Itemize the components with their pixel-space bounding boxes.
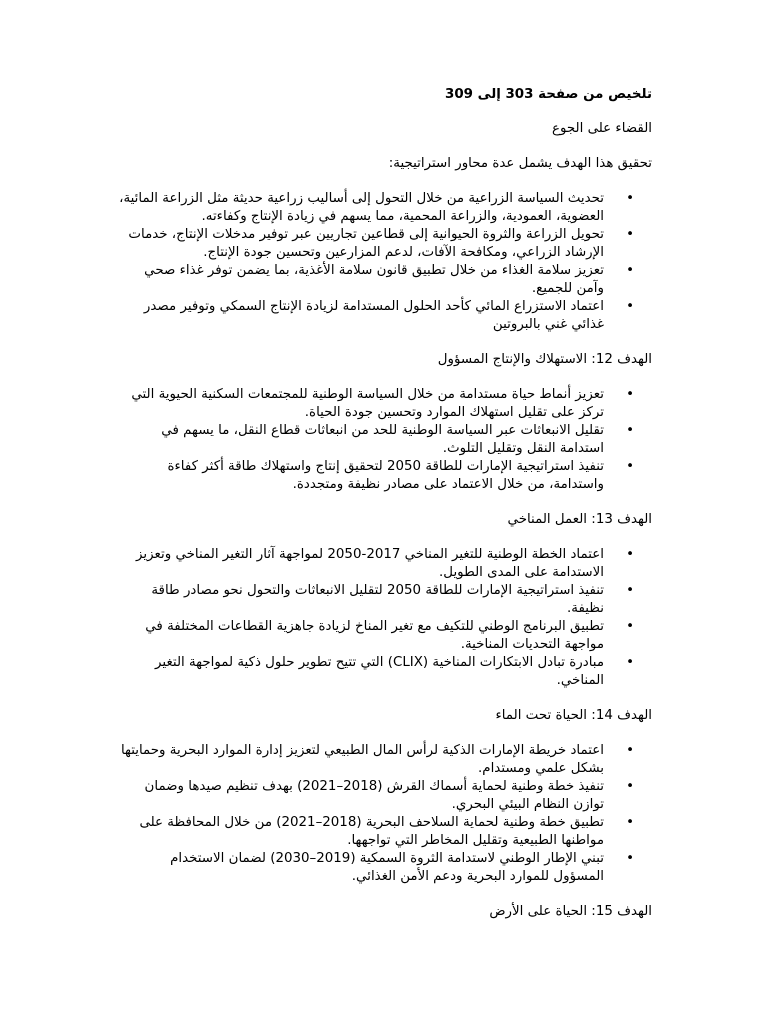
paragraph: الهدف 15: الحياة على الأرض (489, 904, 652, 919)
bullet-icon: • (626, 299, 634, 314)
list-item-text: تنفيذ استراتيجية الإمارات للطاقة 2050 لتقليل الانبعاثات والتحول نحو مصادر طاقة نظيفة. (151, 583, 604, 616)
list-item-text: تنفيذ استراتيجية الإمارات للطاقة 2050 لتحقيق إنتاج واستهلاك طاقة أكثر كفاءة واستدامة، من خلال الاعتماد على مصادر نظيفة ومتجددة. (167, 459, 604, 492)
list-item (116, 546, 634, 582)
bullet-list (116, 386, 652, 494)
list-item-text: اعتماد الخطة الوطنية للتغير المناخي 2017-2050 لمواجهة آثار التغير المناخي وتعزيز الاستدامة على المدى الطويل. (136, 547, 604, 580)
bullet-icon: • (626, 387, 634, 402)
list-item-text: تقليل الانبعاثات عبر السياسة الوطنية للحد من انبعاثات قطاع النقل، ما يسهم في استدامة النقل وتقليل التلوث. (161, 423, 604, 456)
bullet-icon: • (626, 191, 634, 206)
paragraph: الهدف 13: العمل المناخي (507, 512, 652, 527)
list-item-text: تحويل الزراعة والثروة الحيوانية إلى قطاعين تجاريين عبر توفير مدخلات الإنتاج، خدمات الإرشاد الزراعي، ومكافحة الآفات، لدعم المزارعين وتحسين جودة الإنتاج. (128, 227, 604, 260)
list-item-text: تعزيز أنماط حياة مستدامة من خلال السياسة الوطنية للمجتمعات السكنية الحيوية التي تركز على تقليل استهلاك الموارد وتحسين جودة الحياة. (131, 387, 604, 420)
bullet-list (116, 190, 652, 334)
list-item-text: تنفيذ خطة وطنية لحماية أسماك القرش (2018–2021) بهدف تنظيم صيدها وضمان توازن النظام البيئي البحري. (144, 779, 604, 812)
bullet-list (116, 742, 652, 886)
document-body (116, 120, 652, 921)
list-item (116, 386, 634, 422)
paragraph: تحقيق هذا الهدف يشمل عدة محاور استراتيجية: (388, 156, 652, 171)
bullet-icon: • (626, 815, 634, 830)
list-item (116, 190, 634, 226)
bullet-icon: • (626, 263, 634, 278)
paragraph: القضاء على الجوع (551, 121, 652, 136)
list-item (116, 814, 634, 850)
list-item (116, 742, 634, 778)
bullet-icon: • (626, 227, 634, 242)
bullet-icon: • (626, 423, 634, 438)
list-item (116, 458, 634, 494)
list-item (116, 618, 634, 654)
bullet-icon: • (626, 619, 634, 634)
list-item (116, 422, 634, 458)
paragraph: الهدف 14: الحياة تحت الماء (495, 708, 652, 723)
bullet-icon: • (626, 459, 634, 474)
list-item-text: اعتماد الاستزراع المائي كأحد الحلول المستدامة لزيادة الإنتاج السمكي وتوفير مصدر غذائي غني بالبروتين (143, 299, 604, 332)
list-item-text: تطبيق البرنامج الوطني للتكيف مع تغير المناخ لزيادة جاهزية القطاعات المختلفة في مواجهة التحديات المناخية. (145, 619, 604, 652)
list-item-text: تطبيق خطة وطنية لحماية السلاحف البحرية (2018–2021) من خلال المحافظة على مواطنها الطبيعية وتقليل المخاطر التي تواجهها. (139, 815, 604, 848)
document-title: تلخيص من صفحة 303 إلى 309 (445, 87, 652, 102)
list-item (116, 226, 634, 262)
list-item (116, 654, 634, 690)
bullet-icon: • (626, 851, 634, 866)
list-item-text: مبادرة تبادل الابتكارات المناخية (CLIX) التي تتيح تطوير حلول ذكية لمواجهة التغير المناخي. (155, 655, 604, 688)
bullet-icon: • (626, 547, 634, 562)
list-item (116, 262, 634, 298)
list-item (116, 778, 634, 814)
list-item-text: تحديث السياسة الزراعية من خلال التحول إلى أساليب زراعية حديثة مثل الزراعة المائية، العضوية، العمودية، والزراعة المحمية، مما يسهم في زيادة الإنتاج وكفاءته. (119, 191, 604, 224)
bullet-icon: • (626, 743, 634, 758)
bullet-icon: • (626, 583, 634, 598)
bullet-list (116, 546, 652, 690)
list-item-text: تبني الإطار الوطني لاستدامة الثروة السمكية (2019–2030) لضمان الاستخدام المسؤول للموارد البحرية ودعم الأمن الغذائي. (170, 851, 604, 884)
list-item (116, 298, 634, 334)
list-item (116, 582, 634, 618)
list-item-text: اعتماد خريطة الإمارات الذكية لرأس المال الطبيعي لتعزيز إدارة الموارد البحرية وحمايتها بشكل علمي ومستدام. (120, 743, 604, 776)
paragraph: الهدف 12: الاستهلاك والإنتاج المسؤول (437, 352, 652, 367)
bullet-icon: • (626, 655, 634, 670)
bullet-icon: • (626, 779, 634, 794)
list-item-text: تعزيز سلامة الغذاء من خلال تطبيق قانون سلامة الأغذية، بما يضمن توفر غذاء صحي وآمن للجميع. (144, 263, 604, 296)
list-item (116, 850, 634, 886)
